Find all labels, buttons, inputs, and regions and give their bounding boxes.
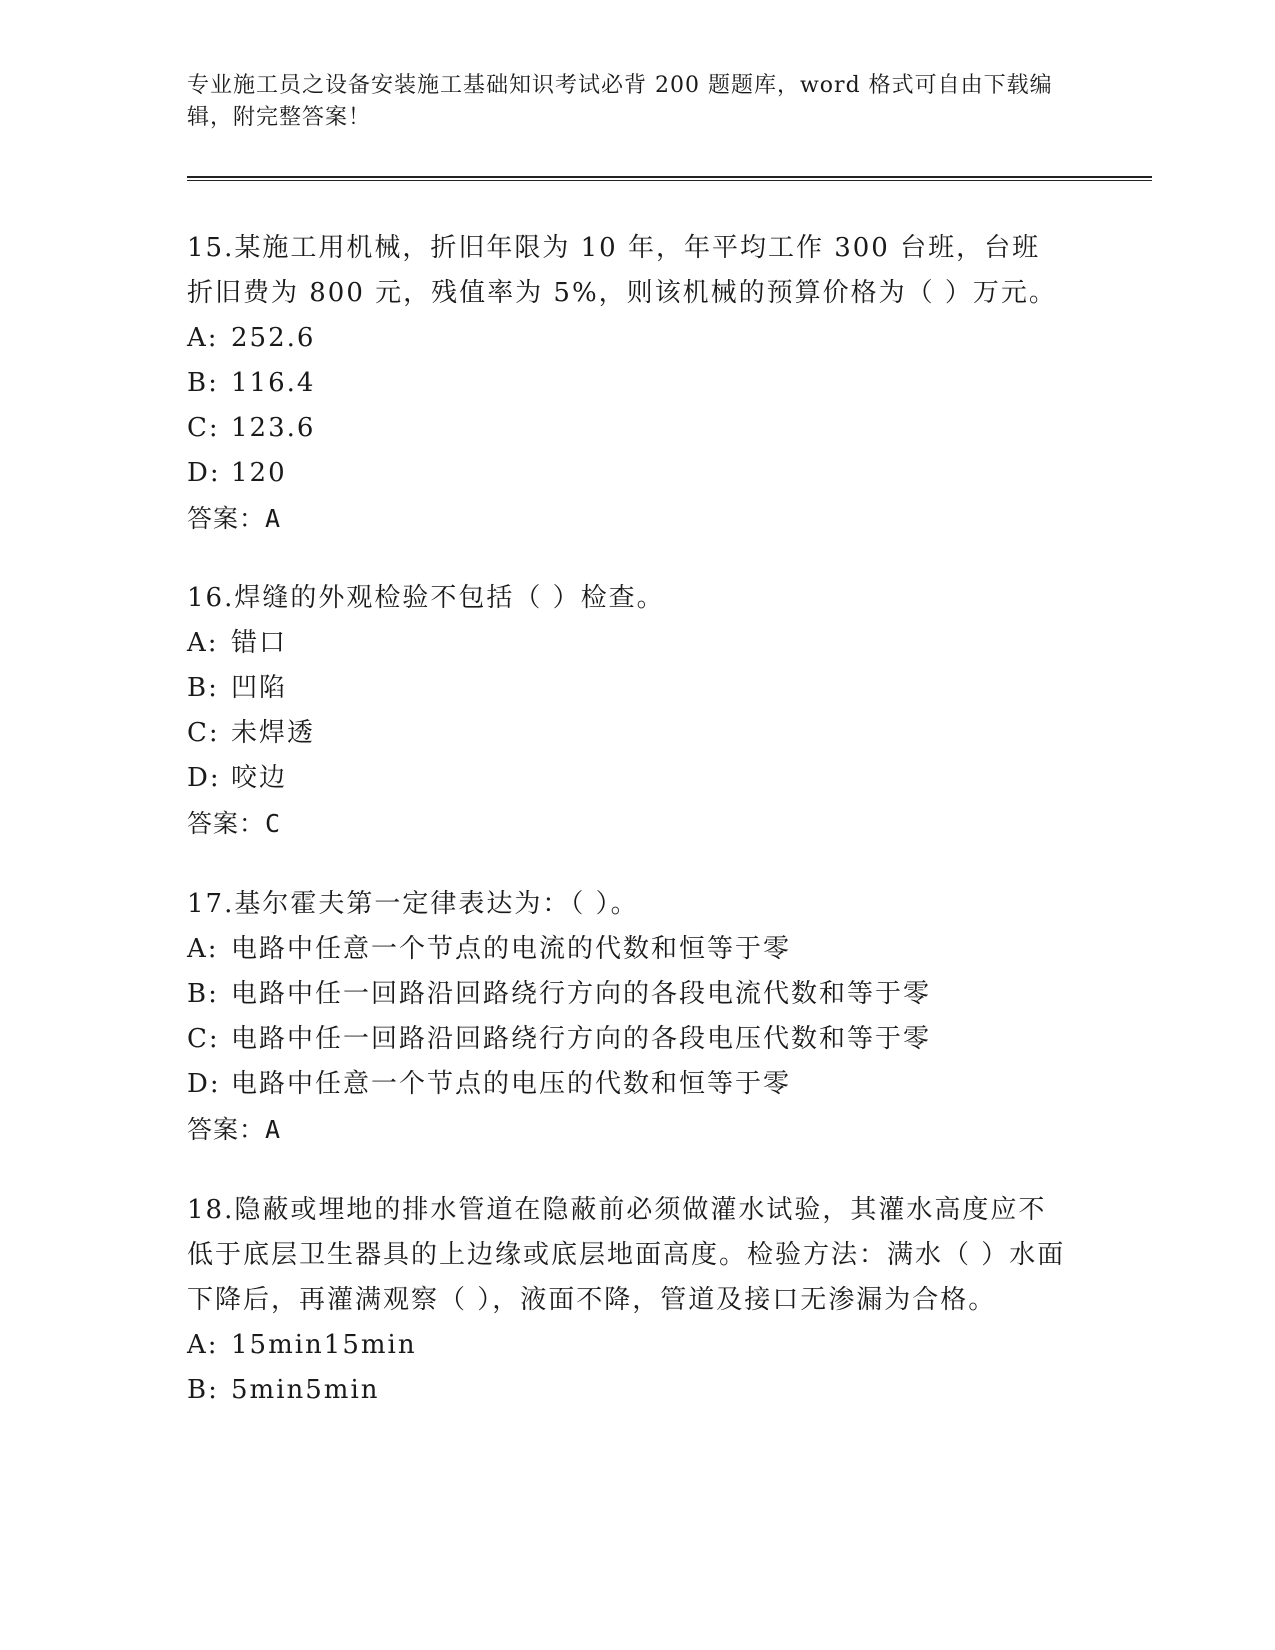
option-b xyxy=(187,1368,1067,1413)
question-15 xyxy=(187,226,1067,541)
option-letter: B: xyxy=(187,979,219,1009)
option-letter: B: xyxy=(187,673,219,703)
option-letter: C: xyxy=(187,1024,220,1054)
question-text: 16.焊缝的外观检验不包括（ ）检查。 xyxy=(187,583,665,613)
option-text: 电路中任意一个节点的电压的代数和恒等于零 xyxy=(231,1069,792,1099)
option-letter: D: xyxy=(187,458,221,488)
option-text: 凹陷 xyxy=(231,673,288,703)
option-b xyxy=(187,972,1067,1017)
question-text: 18.隐蔽或埋地的排水管道在隐蔽前必须做灌水试验，其灌水高度应不低于底层卫生器具的上边缘或底层地面高度。检验方法：满水（ ）水面下降后，再灌满观察（ ），液面不降，管道及接口无渗漏为合格。 xyxy=(187,1195,1066,1315)
answer-line: 答案：A xyxy=(187,1115,282,1144)
option-a xyxy=(187,1323,1067,1368)
option-d xyxy=(187,1062,1067,1107)
option-letter: B: xyxy=(187,1375,219,1405)
option-letter: C: xyxy=(187,413,220,443)
answer-line: 答案：A xyxy=(187,504,282,533)
option-c xyxy=(187,1017,1067,1062)
option-b xyxy=(187,666,1067,711)
question-text: 15.某施工用机械，折旧年限为 10 年，年平均工作 300 台班，台班折旧费为 800 元，残值率为 5%，则该机械的预算价格为（ ）万元。 xyxy=(187,233,1057,308)
option-text: 咬边 xyxy=(231,763,288,793)
option-c xyxy=(187,711,1067,756)
question-18 xyxy=(187,1188,1067,1413)
question-16 xyxy=(187,576,1067,846)
option-text: 错口 xyxy=(231,628,288,658)
document-description: 专业施工员之设备安装施工基础知识考试必背 200 题题库，word 格式可自由下载编辑，附完整答案！ xyxy=(187,73,1053,130)
option-a xyxy=(187,316,1067,361)
option-letter: D: xyxy=(187,1069,221,1099)
header-divider xyxy=(187,176,1152,181)
option-c xyxy=(187,406,1067,451)
option-b xyxy=(187,361,1067,406)
answer-line: 答案：C xyxy=(187,809,282,838)
option-a xyxy=(187,621,1067,666)
option-text: 116.4 xyxy=(231,368,316,398)
option-text: 252.6 xyxy=(231,323,316,353)
option-d xyxy=(187,756,1067,801)
option-letter: A: xyxy=(187,1330,219,1360)
option-text: 120 xyxy=(231,458,287,488)
option-letter: D: xyxy=(187,763,221,793)
option-letter: A: xyxy=(187,628,219,658)
option-text: 5min5min xyxy=(231,1375,380,1405)
question-text: 17.基尔霍夫第一定律表达为：（ ）。 xyxy=(187,889,639,919)
option-letter: B: xyxy=(187,368,219,398)
option-letter: A: xyxy=(187,934,219,964)
option-text: 电路中任一回路沿回路绕行方向的各段电流代数和等于零 xyxy=(231,979,932,1009)
option-letter: C: xyxy=(187,718,220,748)
option-text: 电路中任一回路沿回路绕行方向的各段电压代数和等于零 xyxy=(231,1024,932,1054)
option-text: 123.6 xyxy=(231,413,316,443)
option-text: 未焊透 xyxy=(231,718,316,748)
option-letter: A: xyxy=(187,323,219,353)
option-text: 15min15min xyxy=(231,1330,417,1360)
option-a xyxy=(187,927,1067,972)
question-17 xyxy=(187,882,1067,1152)
option-d xyxy=(187,451,1067,496)
option-text: 电路中任意一个节点的电流的代数和恒等于零 xyxy=(231,934,792,964)
